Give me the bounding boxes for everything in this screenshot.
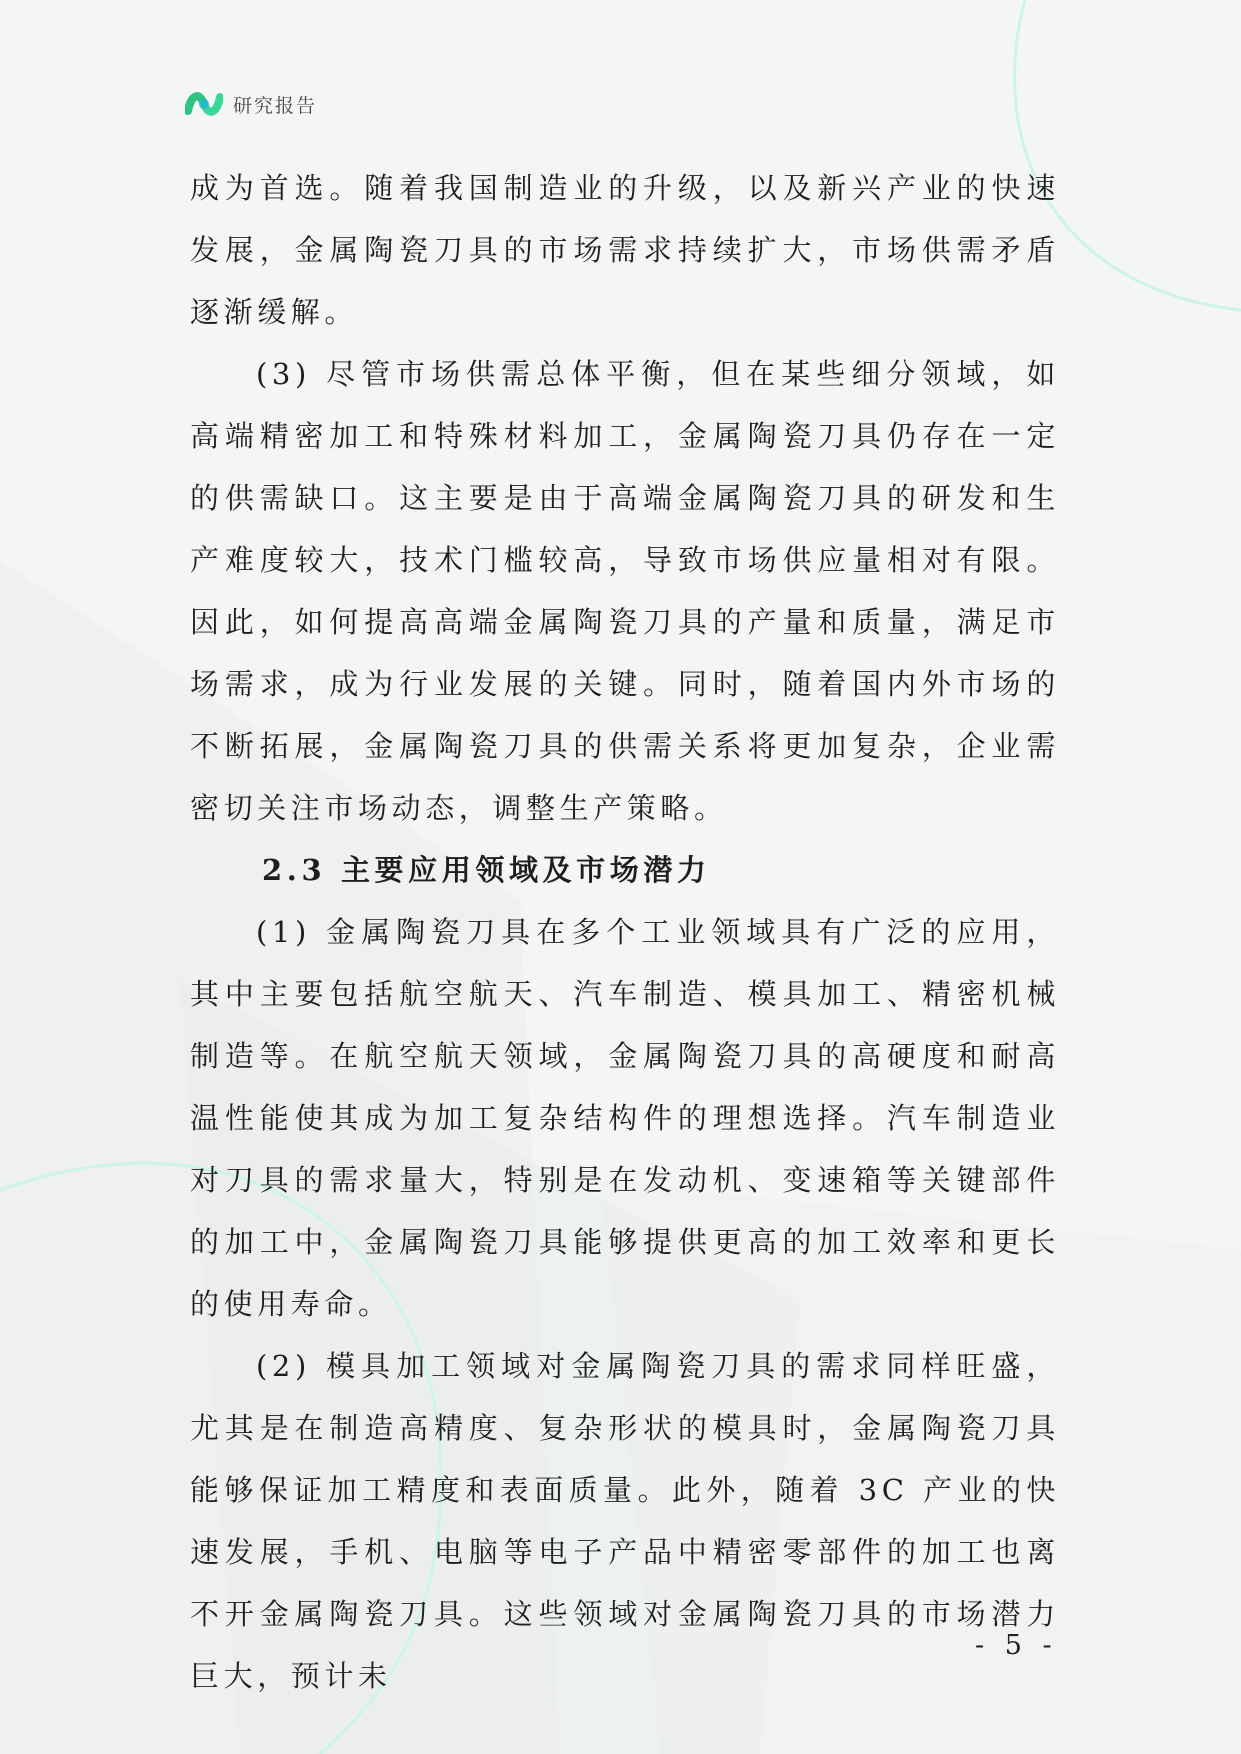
- header-title: 研究报告: [233, 94, 318, 117]
- document-body: [190, 157, 1060, 1707]
- section-heading: 2.3 主要应用领域及市场潜力: [262, 853, 711, 887]
- page-number: - 5 -: [975, 1630, 1058, 1661]
- paragraph-item-3: (3) 尽管市场供需总体平衡，但在某些细分领域，如高端精密加工和特殊材料加工，金属陶瓷刀具仍存在一定的供需缺口。这主要是由于高端金属陶瓷刀具的研发和生产难度较大，技术门槛较高，导致市场供应量相对有限。因此，如何提高高端金属陶瓷刀具的产量和质量，满足市场需求，成为行业发展的关键。同时，随着国内外市场的不断拓展，金属陶瓷刀具的供需关系将更加复杂，企业需密切关注市场动态，调整生产策略。: [190, 357, 1060, 825]
- paragraph-continuation: 成为首选。随着我国制造业的升级，以及新兴产业的快速发展，金属陶瓷刀具的市场需求持续扩大，市场供需矛盾逐渐缓解。: [190, 171, 1060, 329]
- brand-logo-icon: [185, 87, 223, 121]
- report-header: [185, 86, 317, 122]
- paragraph-item-1: (1) 金属陶瓷刀具在多个工业领域具有广泛的应用，其中主要包括航空航天、汽车制造、模具加工、精密机械制造等。在航空航天领域，金属陶瓷刀具的高硬度和耐高温性能使其成为加工复杂结构件的理想选择。汽车制造业对刀具的需求量大，特别是在发动机、变速箱等关键部件的加工中，金属陶瓷刀具能够提供更高的加工效率和更长的使用寿命。: [190, 915, 1060, 1321]
- paragraph-item-2: (2) 模具加工领域对金属陶瓷刀具的需求同样旺盛，尤其是在制造高精度、复杂形状的模具时，金属陶瓷刀具能够保证加工精度和表面质量。此外，随着 3C 产业的快速发展，手机、电脑等电子产品中精密零部件的加工也离不开金属陶瓷刀具。这些领域对金属陶瓷刀具的市场潜力巨大，预计未: [190, 1349, 1060, 1693]
